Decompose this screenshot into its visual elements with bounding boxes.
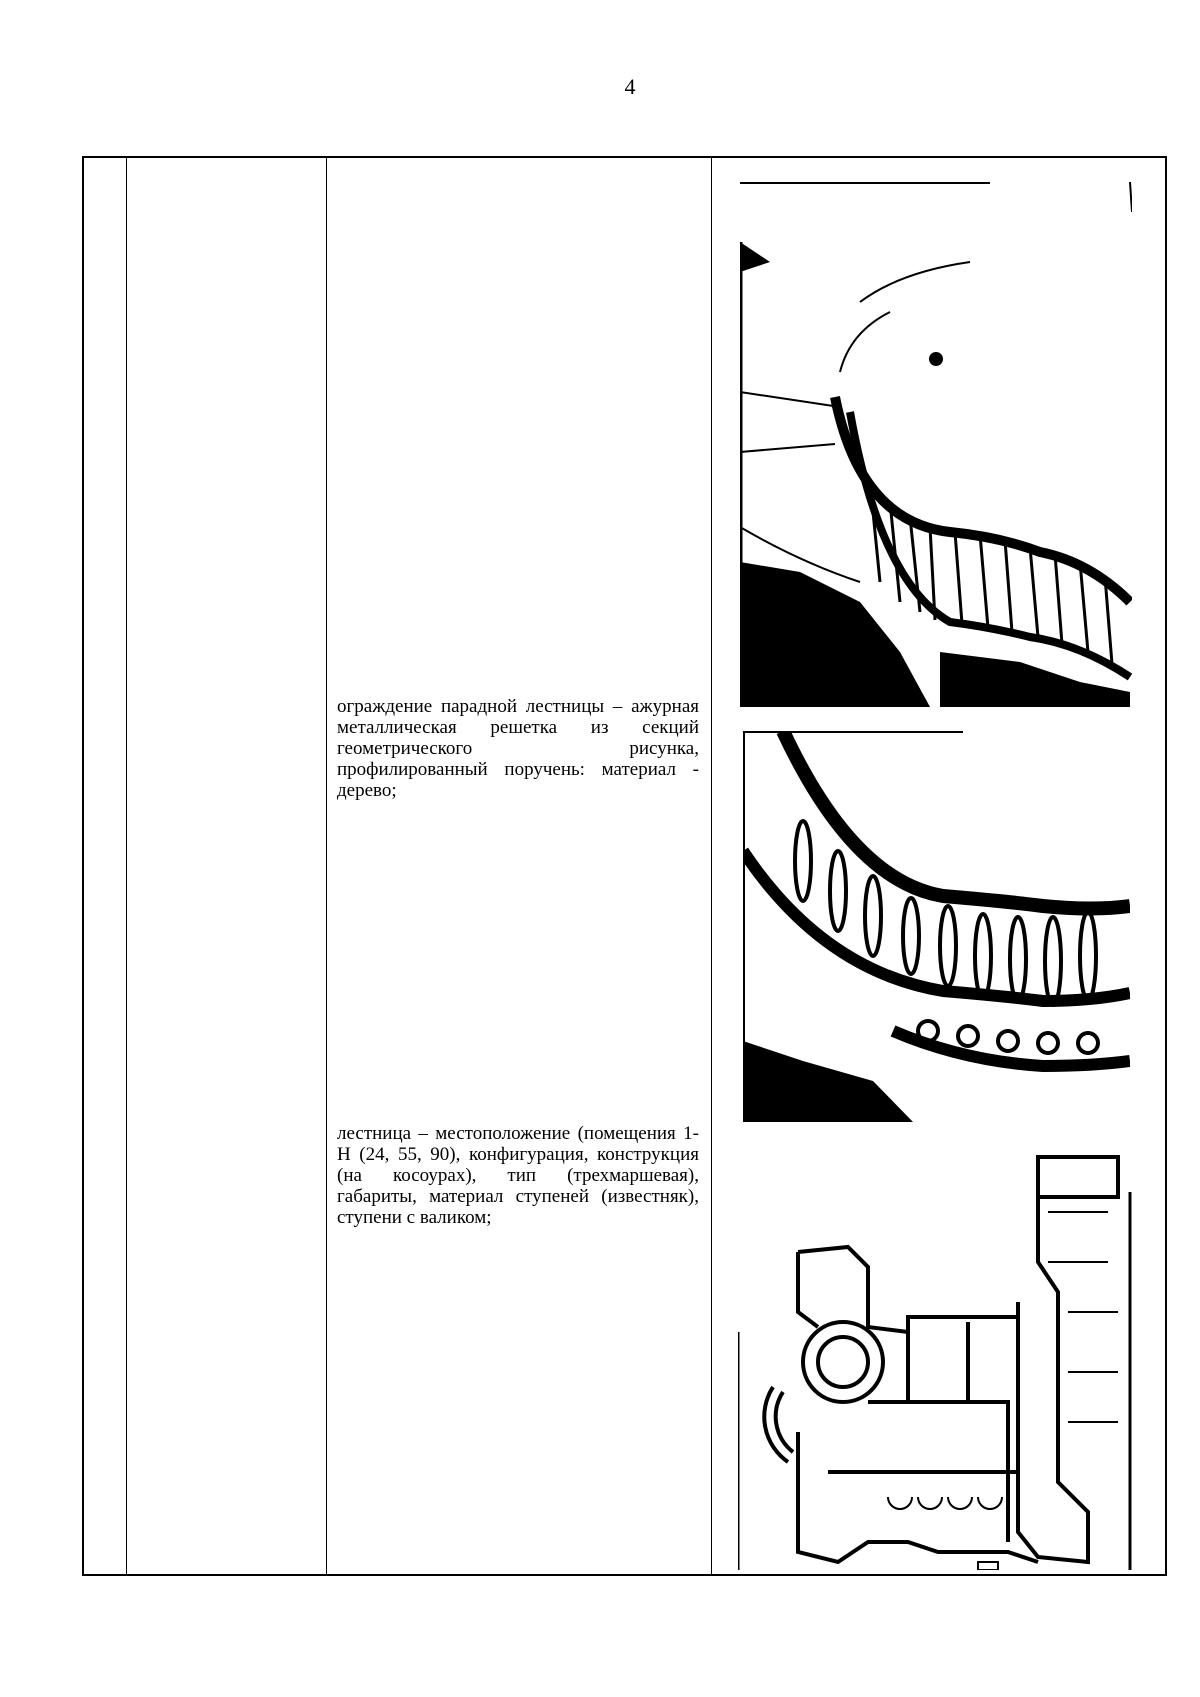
staircase-description-text: лестница – местоположение (помещения 1-Н (24, 55, 90), конфигурация, конструкция (на косоурах), тип (трехмаршевая), габариты, материал ступеней (известняк), ступени с валиком; [337, 1123, 699, 1228]
staircase-description [337, 1123, 699, 1228]
staircase-railing-photo-1 [740, 182, 1132, 707]
column-divider-2 [326, 158, 327, 1574]
floor-plan-drawing [738, 1152, 1132, 1570]
page-number: 4 [624, 74, 636, 99]
column-divider-3 [711, 158, 712, 1574]
railing-description-text: ограждение парадной лестницы – ажурная металлическая решетка из секций геометрического рисунка, профилированный поручень: материал - дерево; [337, 696, 699, 801]
staircase-railing-photo-2 [743, 731, 1130, 1122]
railing-description [337, 696, 699, 801]
column-divider-1 [126, 158, 127, 1574]
